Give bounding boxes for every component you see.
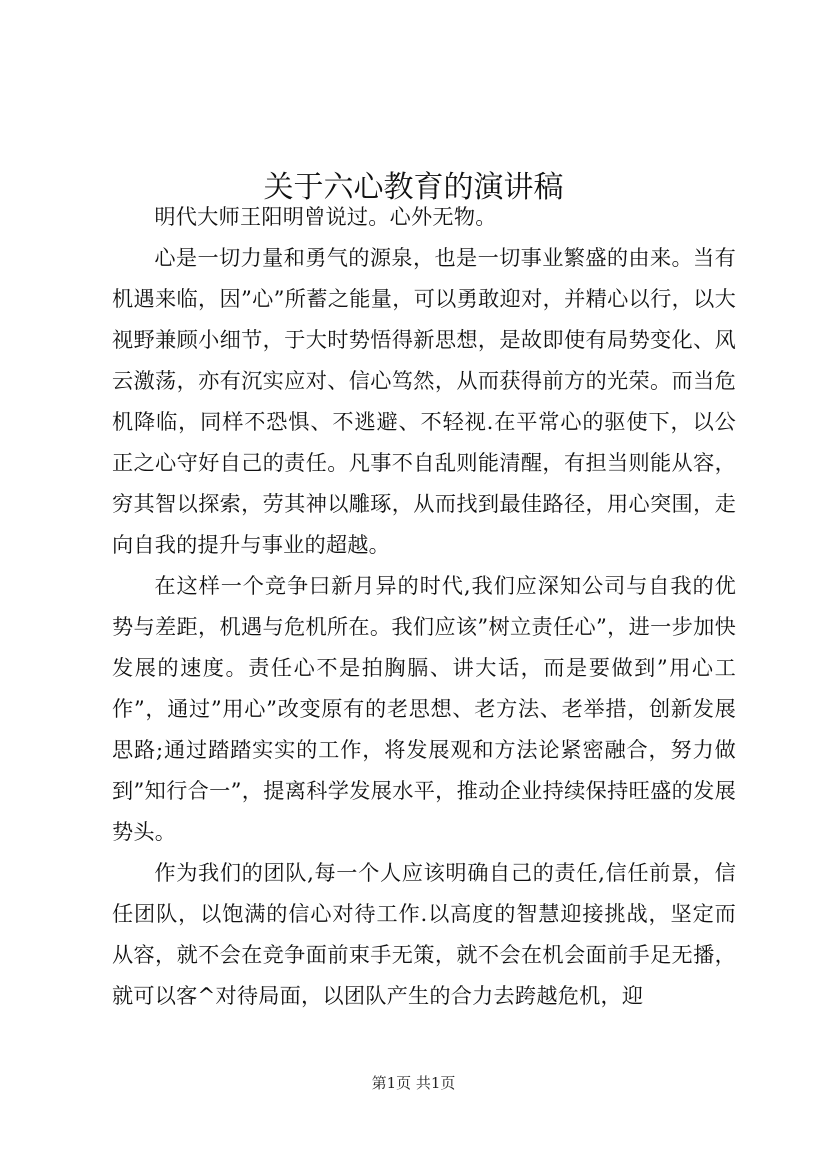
paragraph-1: 明代大师王阳明曾说过。心外无物。 xyxy=(154,204,497,229)
page-footer: 第1页 共1页 xyxy=(371,1074,456,1092)
paragraph-3: 在这样一个竞争曰新月异的时代,我们应深知公司与自我的优势与差距，机遇与危机所在。我们应该”树立责任心”，进一步加快发展的速度。责任心不是拍胸膈、讲大话，而是要做到”用心工作”，通过”用心”改变原有的老思想、老方法、老举措，创新发展思路;通过踏踏实实的工作，将发展观和方法论紧密融合，努力做到”知行合一”，提离科学发展水平，推动企业持续保持旺盛的发展势头。 xyxy=(112,573,736,844)
paragraph-4: 作为我们的团队,每一个人应该明确自己的责任,信任前景，信任团队，以饱满的信心对待工作.以高度的智慧迎接挑战，坚定而从容，就不会在竞争面前束手无策，就不会在机会面前手足无播，就可以客^对待局面，以团队产生的合力去跨越危机，迎 xyxy=(112,860,736,1008)
document-body xyxy=(112,196,736,1016)
paragraph-2: 心是一切力量和勇气的源泉，也是一切事业繁盛的由来。当有机遇来临，因”心”所蓄之能量，可以勇敢迎对，并精心以行，以大视野兼顾小细节，于大时势悟得新思想，是故即使有局势变化、风云激荡，亦有沉实应对、信心笃然，从而获得前方的光荣。而当危机降临，同样不恐惧、不逃避、不轻视.在平常心的驱使下，以公正之心守好自己的责任。凡事不自乱则能清醒，有担当则能从容，穷其智以探索，劳其神以雕琢，从而找到最佳路径，用心突围，走向自我的提升与事业的超越。 xyxy=(112,245,736,557)
page-title: 关于六心教育的演讲稿 xyxy=(263,170,564,206)
